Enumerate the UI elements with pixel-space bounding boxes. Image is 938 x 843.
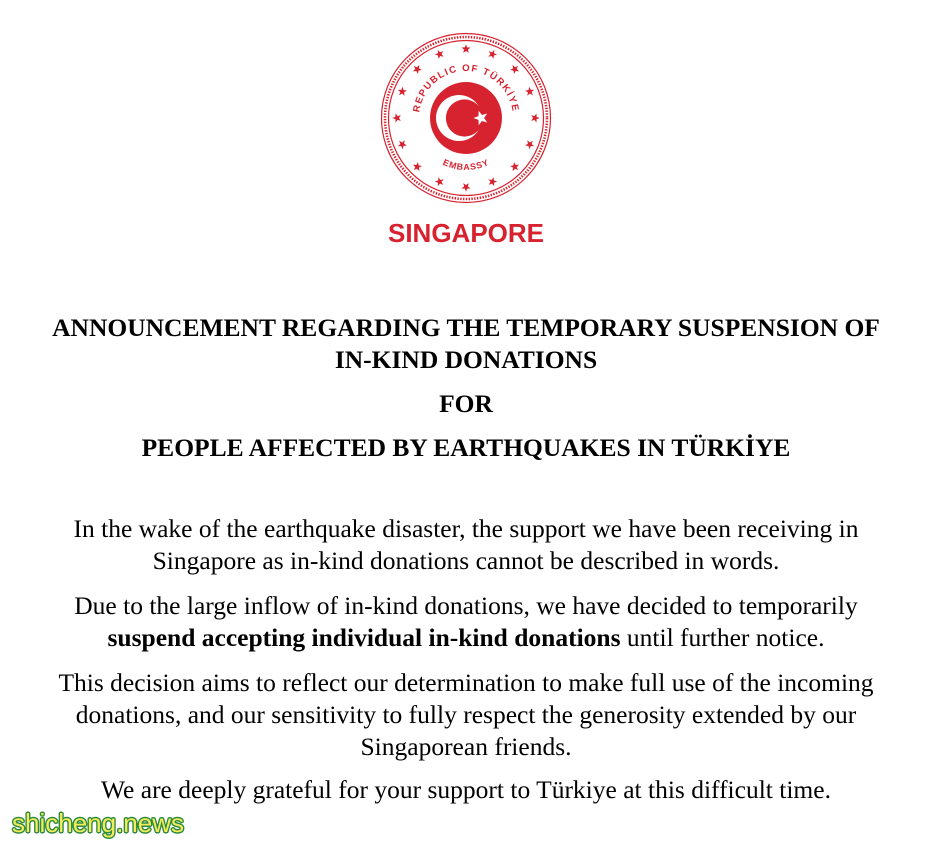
paragraph-3-line-3: Singaporean friends. [360,732,572,762]
star-icon [525,87,534,96]
paragraph-3 [0,667,932,763]
seal-top-text-path: REPUBLIC OF TÜRKİYE [411,62,521,114]
star-icon [461,183,470,192]
star-icon [398,87,407,96]
star-icon [531,113,540,122]
title-for [0,388,932,420]
seal-location-label: SINGAPORE [387,218,545,248]
star-icon [488,177,497,186]
title-subject-text: PEOPLE AFFECTED BY EARTHQUAKES IN TÜRKİYE [141,433,791,462]
suspension-notice-emphasis: suspend accepting individual in-kind donations [107,623,621,653]
paragraph-2-line-2 [0,622,932,654]
star-icon [525,140,534,149]
star-icon [461,44,470,53]
site-watermark: shicheng.news [12,808,184,838]
star-icon [413,162,422,171]
paragraph-3-line-2: donations, and our sensitivity to fully respect the generosity extended by our [75,700,857,730]
paragraph-3-line-1: This decision aims to reflect our determination to make full use of the incoming [58,668,874,698]
announcement-title [0,312,932,376]
star-icon [435,177,444,186]
star-icon [398,140,407,149]
star-icon [510,162,519,171]
paragraph-1-line-1: In the wake of the earthquake disaster, the support we have been receiving in [73,514,859,544]
title-line-1: ANNOUNCEMENT REGARDING THE TEMPORARY SUSPENSION OF [52,313,880,342]
embassy-seal [378,30,554,206]
paragraph-4-line-1: We are deeply grateful for your support to Türkiye at this difficult time. [101,775,831,805]
paragraph-2 [0,590,932,654]
title-for-text: FOR [439,389,493,418]
title-line-2: IN-KIND DONATIONS [334,345,598,374]
seal-bottom-text-path: EMBASSY [441,157,491,173]
paragraph-1 [0,513,932,577]
title-subject [0,432,932,464]
paragraph-2-line-1: Due to the large inflow of in-kind donations, we have decided to temporarily [74,591,858,621]
star-icon [435,50,444,59]
star-icon [392,113,401,122]
paragraph-1-line-2: Singapore as in-kind donations cannot be described in words. [152,546,780,576]
star-icon [413,65,422,74]
paragraph-4 [0,774,932,806]
star-icon [510,65,519,74]
paragraph-2-line-2-rest: until further notice. [620,623,825,653]
crescent-star-icon [430,82,502,154]
star-icon [488,50,497,59]
seal-bottom-text [441,157,490,172]
